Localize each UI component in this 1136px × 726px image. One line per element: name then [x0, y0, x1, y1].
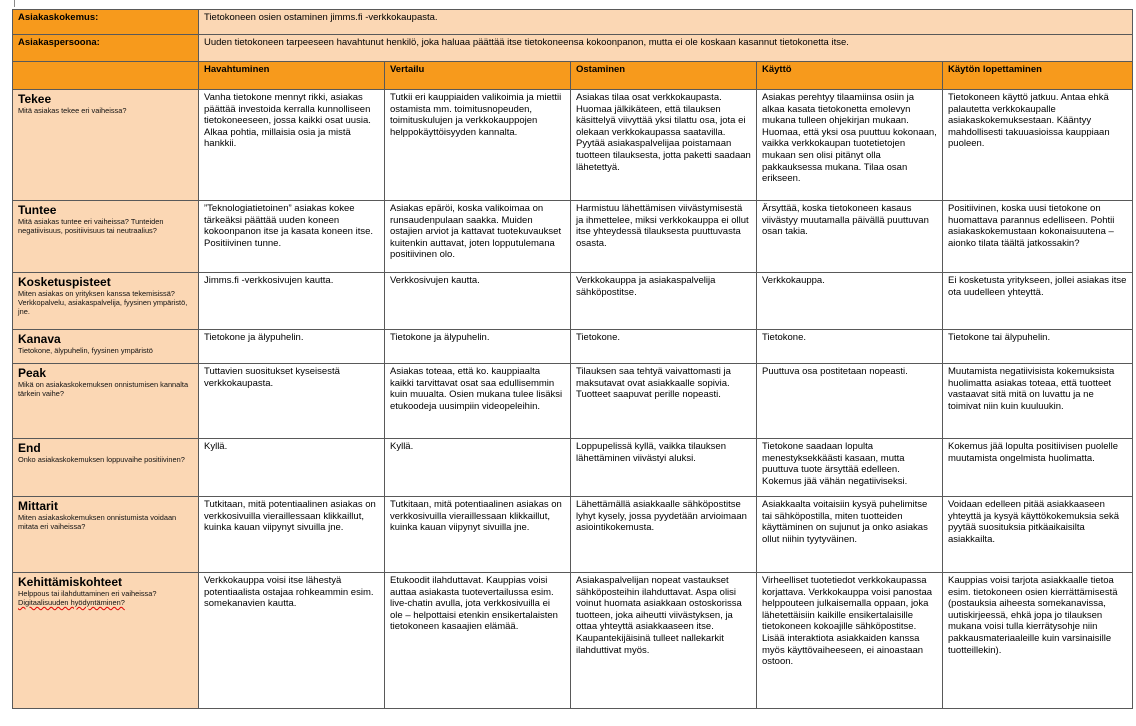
- cell-text: Tietokone.: [576, 332, 621, 343]
- cell-text: Asiakas toteaa, että ko. kauppiaalta kaikki tarvittavat osat saa edullisemmin kuin muualta. Osien mukana tulee lisäksi etukoodeja uusimpiin videopeleihin.: [390, 366, 563, 412]
- cell-text: Virheelliset tuotetiedot verkkokaupassa korjattava. Verkkokauppa voisi panostaa helppouteen julkaisemalla oppaan, joka lähetettäisiin kaikille ensikertalaisille tietokoneen kokoajille sähköpostitse. Lisää interaktiota asiakkaiden kanssa myös käyttövaiheeseen, ei ainoastaan ostoon.: [762, 575, 933, 668]
- table-row: [13, 201, 1133, 273]
- row-header-kanava: [13, 330, 199, 364]
- table-cell: [757, 330, 943, 364]
- row-title: Mittarit: [18, 499, 58, 513]
- table-cell: [385, 330, 571, 364]
- row-header-tuntee: [13, 201, 199, 273]
- stage-header-row: [13, 62, 1133, 90]
- row-title: Kosketuspisteet: [18, 275, 111, 289]
- table-cell: [385, 364, 571, 439]
- cell-text: Tietokone saadaan lopulta menestyksekkäästi kasaan, mutta puuttuva tuote ärsyttää edelleen. Kokemus jää vähän negatiiviseksi.: [762, 441, 908, 487]
- cell-text: Vanha tietokone mennyt rikki, asiakas päättää investoida kerralla kunnolliseen tietokoneeseen, jossa kaikki osat uusia. Alkaa pohtia, millaisia osia ja mistä hankkii.: [204, 92, 371, 150]
- cell-text: Tutkitaan, mitä potentiaalinen asiakas on verkkosivuilla vieraillessaan klikkaillut, kuinka kauan viipynyt sivuilla jne.: [390, 499, 562, 534]
- table-cell: [571, 497, 757, 573]
- cell-text: Tilauksen saa tehtyä vaivattomasti ja maksutavat ovat asiakkaalle sopivia. Tuotteet saapuvat perille nopeasti.: [576, 366, 731, 401]
- cell-text: Tietokone tai älypuhelin.: [948, 332, 1051, 343]
- table-cell: [199, 573, 385, 709]
- customer-journey-table: [12, 9, 1133, 709]
- page-edge-mark: [14, 0, 15, 7]
- table-cell: [943, 439, 1133, 497]
- stage-header-empty: [13, 62, 199, 90]
- table-row: [13, 330, 1133, 364]
- row-subtitle-secondary: Digitaalisuuden hyödyntäminen?: [18, 598, 125, 607]
- cell-text: Verkkokauppa voisi itse lähestyä potentiaalista ostajaa rohkeammin esim. somekanavien kautta.: [204, 575, 374, 610]
- customer-experience-row: [13, 10, 1133, 35]
- persona-label: Asiakaspersoona:: [13, 35, 199, 62]
- table-cell: [571, 201, 757, 273]
- table-row: [13, 573, 1133, 709]
- table-cell: [385, 497, 571, 573]
- table-cell: [943, 364, 1133, 439]
- table-cell: [199, 364, 385, 439]
- table-cell: [757, 201, 943, 273]
- row-subtitle: Mitä asiakas tekee eri vaiheissa?: [18, 106, 127, 115]
- row-header-peak: [13, 364, 199, 439]
- stage-header-kaytto: Käyttö: [757, 62, 943, 90]
- cell-text: Ei kosketusta yritykseen, jollei asiakas itse ota uudelleen yhteyttä.: [948, 275, 1127, 298]
- table-cell: [757, 497, 943, 573]
- cell-text: Lähettämällä asiakkaalle sähköpostitse lyhyt kysely, jossa pyydetään arvioimaan asiointikokemusta.: [576, 499, 747, 534]
- table-cell: [385, 201, 571, 273]
- row-header-kosketuspisteet: [13, 273, 199, 330]
- cell-text: Kyllä.: [390, 441, 414, 452]
- cell-text: Asiakaspalvelijan nopeat vastaukset sähköposteihin ilahduttavat. Aspa olisi voinut huomata asiakkaan ostoskorissa tuotteen, joka aiheutti viivästyksen, ja ottaa yhteyttä asiakkaaseen itse. Kaupantekijäisinä tulleet nallekarkit ilahduttivat myös.: [576, 575, 742, 656]
- table-cell: [385, 573, 571, 709]
- persona-row: [13, 35, 1133, 62]
- cell-text: Loppupelissä kyllä, vaikka tilauksen lähettäminen viivästyi aluksi.: [576, 441, 726, 464]
- cell-text: Tutkii eri kauppiaiden valikoimia ja miettii ostamista mm. toimitusnopeuden, toimituskulujen ja verkkokauppojen helppokäyttöisyyden kannalta.: [390, 92, 562, 138]
- table-cell: [199, 497, 385, 573]
- cell-text: Asiakas epäröi, koska valikoimaa on runsaudenpulaan saakka. Muiden ostajien arviot ja kattavat tuotekuvaukset kuitenkin auttavat, joten lopputulemana positiivinen olo.: [390, 203, 562, 261]
- table-cell: [571, 364, 757, 439]
- table-cell: [199, 330, 385, 364]
- cell-text: Voidaan edelleen pitää asiakkaaseen yhteyttä ja kysyä käyttökokemuksia sekä pyytää suosituksia pitkäaikaisilta asiakkailta.: [948, 499, 1120, 545]
- table-cell: [571, 573, 757, 709]
- cell-text: Tietokone.: [762, 332, 807, 343]
- cell-text: Puuttuva osa postitetaan nopeasti.: [762, 366, 908, 377]
- cell-text: Tietokone ja älypuhelin.: [204, 332, 304, 343]
- table-row: [13, 273, 1133, 330]
- table-cell: [943, 330, 1133, 364]
- table-cell: [757, 573, 943, 709]
- cell-text: Verkkokauppa.: [762, 275, 825, 286]
- cell-text: Positiivinen, koska uusi tietokone on huomattava parannus edelliseen. Pohtii asiakaskokemustaan kokonaisuutena – aionko tilata täältä jatkossakin?: [948, 203, 1115, 249]
- row-title: Tekee: [18, 92, 52, 106]
- cell-text: Verkkosivujen kautta.: [390, 275, 480, 286]
- table-cell: [757, 90, 943, 201]
- table-cell: [571, 439, 757, 497]
- stage-header-kayton-lopettaminen: Käytön lopettaminen: [943, 62, 1133, 90]
- customer-experience-label: Asiakaskokemus:: [13, 10, 199, 35]
- table-cell: [199, 201, 385, 273]
- row-subtitle: Helppous tai ilahduttaminen eri vaiheissa?: [18, 589, 157, 598]
- cell-text: Tietokone ja älypuhelin.: [390, 332, 490, 343]
- stage-header-vertailu: Vertailu: [385, 62, 571, 90]
- row-header-tekee: [13, 90, 199, 201]
- row-title: End: [18, 441, 41, 455]
- table-row: [13, 90, 1133, 201]
- cell-text: Tuttavien suositukset kyseisestä verkkokaupasta.: [204, 366, 340, 389]
- row-title: Peak: [18, 366, 47, 380]
- cell-text: Harmistuu lähettämisen viivästymisestä ja ihmettelee, miksi verkkokauppa ei ollut itse yhteydessä tilauksesta puuttuvasta osasta.: [576, 203, 749, 249]
- cell-text: Asiakas tilaa osat verkkokaupasta. Huomaa jälkikäteen, että tilauksen käsittelyä viivyttää yksi tilattu osa, jota ei olekaan verkkokaupassa saatavilla. Pyytää asiakaspalvelijaa poistamaan tuotteen tilauksesta, jotta paketti saadaan lähetettyä.: [576, 92, 751, 173]
- table-row: [13, 439, 1133, 497]
- row-subtitle: Mikä on asiakaskokemuksen onnistumisen kannalta tärkein vaihe?: [18, 380, 189, 398]
- cell-text: Asiakkaalta voitaisiin kysyä puhelimitse tai sähköpostilla, miten tuotteiden käyttäminen on sujunut ja onko asiakas ollut niihin tyytyväinen.: [762, 499, 928, 545]
- table-cell: [571, 330, 757, 364]
- row-header-kehittamiskohteet: [13, 573, 199, 709]
- row-subtitle: Onko asiakaskokemuksen loppuvaihe positiivinen?: [18, 455, 185, 464]
- table-cell: [385, 273, 571, 330]
- row-title: Tuntee: [18, 203, 57, 217]
- row-title: Kanava: [18, 332, 61, 346]
- table-cell: [571, 90, 757, 201]
- cell-text: Tietokoneen käyttö jatkuu. Antaa ehkä palautetta verkkokaupalle asiakaskokemuksestaan. Kääntyy mahdollisesti takuuasioissa kauppiaan puoleen.: [948, 92, 1110, 150]
- cell-text: Muutamista negatiivisista kokemuksista huolimatta asiakas toteaa, että tuotteet vastaavat sitä mitä on luvattu ja ne toimivat niin kuin kuuluukin.: [948, 366, 1115, 412]
- cell-text: Kyllä.: [204, 441, 228, 452]
- stage-header-ostaminen: Ostaminen: [571, 62, 757, 90]
- cell-text: Kokemus jää lopulta positiivisen puolelle muutamista ongelmista huolimatta.: [948, 441, 1119, 464]
- persona-value: Uuden tietokoneen tarpeeseen havahtunut henkilö, joka haluaa päättää itse tietokoneensa kokoonpanon, mutta ei ole koskaan kasannut tietokonetta itse.: [199, 35, 1133, 62]
- cell-text: Verkkokauppa ja asiakaspalvelija sähköpostitse.: [576, 275, 716, 298]
- table-cell: [385, 90, 571, 201]
- table-cell: [943, 573, 1133, 709]
- table-row: [13, 364, 1133, 439]
- table-cell: [757, 273, 943, 330]
- table-row: [13, 497, 1133, 573]
- table-cell: [199, 90, 385, 201]
- cell-text: Asiakas perehtyy tilaamiinsa osiin ja alkaa kasata tietokonetta emolevyn mukana tulleen ohjekirjan mukaan. Huomaa, että yksi osa puuttuu kokonaan, vaikka verkkokaupan tuotetietojen mukaan sen olisi pitänyt olla pakkauksessa mukana. Tilaa osan erikseen.: [762, 92, 937, 185]
- cell-text: Tutkitaan, mitä potentiaalinen asiakas on verkkosivuilla vieraillessaan klikkaillut, kuinka kauan viipynyt sivuilla jne.: [204, 499, 376, 534]
- cell-text: Kauppias voisi tarjota asiakkaalle tietoa esim. tietokoneen osien kierrättämisestä (postauksia aiheesta somekanavissa, uutiskirjeessä, ehkä jopa jo tilauksen mukana voisi tulla kierrätysohje niin pakkausmateriaaleille kuin varsinaisille tuotteillekin).: [948, 575, 1118, 656]
- cell-text: Etukoodit ilahduttavat. Kauppias voisi auttaa asiakasta tuotevertailussa esim. live-chatin avulla, jota verkkosivuilla ei ole – helpottaisi etenkin ensikertalaisten tietokoneen kasaajien elämää.: [390, 575, 558, 633]
- table-cell: [943, 497, 1133, 573]
- table-cell: [943, 90, 1133, 201]
- table-cell: [943, 201, 1133, 273]
- row-subtitle: Tietokone, älypuhelin, fyysinen ympäristö: [18, 346, 153, 355]
- table-cell: [757, 364, 943, 439]
- table-cell: [385, 439, 571, 497]
- cell-text: Jimms.fi -verkkosivujen kautta.: [204, 275, 334, 286]
- table-cell: [757, 439, 943, 497]
- table-cell: [199, 273, 385, 330]
- table-cell: [199, 439, 385, 497]
- cell-text: Ärsyttää, koska tietokoneen kasaus viivästyy muutamalla päivällä puuttuvan osan takia.: [762, 203, 929, 238]
- row-subtitle: Mitä asiakas tuntee eri vaiheissa? Tunteiden negatiivisuus, positiivisuus tai neutraalius?: [18, 217, 164, 235]
- table-cell: [571, 273, 757, 330]
- row-title: Kehittämiskohteet: [18, 575, 123, 589]
- row-subtitle: Miten asiakas on yrityksen kanssa tekemisissä? Verkkopalvelu, asiakaspalvelija, fyysinen ympäristö, jne.: [18, 289, 188, 316]
- stage-header-havahtuminen: Havahtuminen: [199, 62, 385, 90]
- row-header-end: [13, 439, 199, 497]
- row-header-mittarit: [13, 497, 199, 573]
- customer-experience-value: Tietokoneen osien ostaminen jimms.fi -verkkokaupasta.: [199, 10, 1133, 35]
- table-cell: [943, 273, 1133, 330]
- cell-text: ”Teknologiatietoinen” asiakas kokee tärkeäksi päättää uuden koneen kokoonpanon itse ja kasata koneen itse. Positiivinen tunne.: [204, 203, 374, 249]
- row-subtitle: Miten asiakaskokemuksen onnistumista voidaan mitata eri vaiheissa?: [18, 513, 177, 531]
